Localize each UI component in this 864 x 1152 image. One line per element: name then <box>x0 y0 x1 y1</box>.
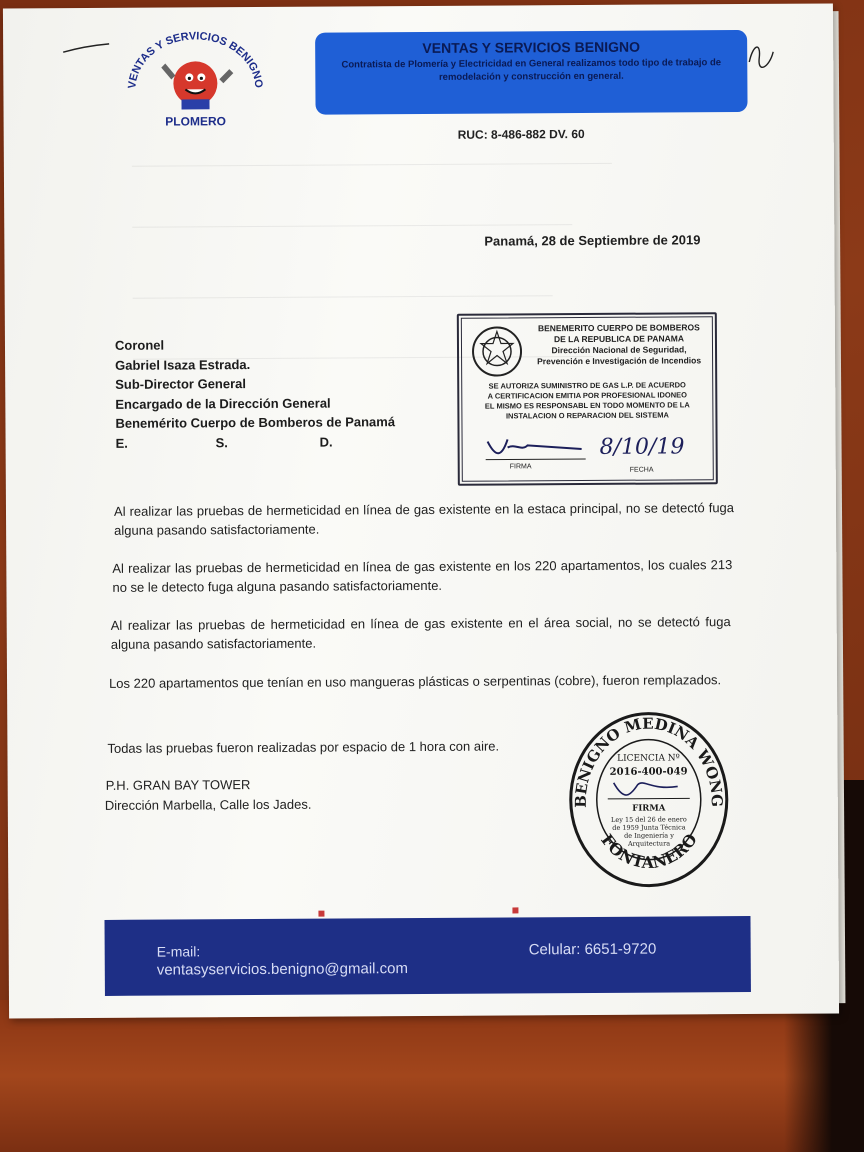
esd-line <box>116 432 396 453</box>
letter-page <box>3 3 839 1018</box>
stamp-line-3: Dirección Nacional de Seguridad, <box>551 344 687 356</box>
addressee-institution: Benemérito Cuerpo de Bomberos de Panamá <box>115 414 396 431</box>
stamp-auth-4: INSTALACION O REPARACION DEL SISTEMA <box>505 410 669 421</box>
initials-signature <box>743 38 777 72</box>
company-tagline: Contratista de Plomería y Electricidad en General realizamos todo tipo de trabajo de remodelación y construcción en general. <box>341 57 722 83</box>
handwritten-signature-bomberos <box>482 431 592 466</box>
desk-surface <box>0 1000 864 1152</box>
project-name: P.H. GRAN BAY TOWER <box>105 777 251 793</box>
pen-mark <box>61 42 113 56</box>
stamp-firma-label: FIRMA <box>509 463 532 471</box>
stamp-auth-1: SE AUTORIZA SUMINISTRO DE GAS L.P. DE ACUERDO <box>488 380 686 391</box>
paragraph-4: Los 220 apartamentos que tenían en uso mangueras plásticas o serpentinas (cobre), fueron remplazados. <box>109 672 722 691</box>
paragraph-1: Al realizar las pruebas de hermeticidad en línea de gas existente en la estaca principal, no se detectó fuga alguna pasando satisfactoriamente. <box>113 500 735 538</box>
license-seal-graphic <box>567 710 730 889</box>
ruc-number: RUC: 8-486-882 DV. 60 <box>457 126 585 142</box>
addressee-role: Encargado de la Dirección General <box>115 395 331 412</box>
stamp-line-4: Prevención e Investigación de Incendios <box>537 355 702 367</box>
addressee-title: Sub-Director General <box>115 376 247 392</box>
stamp-fecha-label: FECHA <box>629 466 654 474</box>
fire-department-stamp <box>457 312 718 486</box>
seal-top-text: BENIGNO MEDINA WONG <box>571 714 726 808</box>
stamp-line-1: BENEMERITO CUERPO DE BOMBEROS <box>537 322 700 334</box>
seal-law-3: de Ingeniería y <box>624 831 674 840</box>
logo-caption: PLOMERO <box>165 114 226 129</box>
stamp-header <box>529 322 709 367</box>
fire-department-emblem-icon <box>467 323 527 379</box>
letter-date: Panamá, 28 de Septiembre de 2019 <box>484 232 701 249</box>
email-address: ventasyservicios.benigno@gmail.com <box>156 960 409 979</box>
addressee-block <box>115 334 395 453</box>
seal-signature <box>614 782 678 795</box>
phone-number: Celular: 6651-9720 <box>528 940 657 959</box>
seal-law-4: Arquitectura <box>627 839 671 848</box>
addressee-name: Gabriel Isaza Estrada. <box>115 356 251 373</box>
email-label: E-mail: <box>156 943 201 960</box>
seal-bottom-text: FONTANERO <box>597 829 701 873</box>
print-mark-left <box>318 911 324 917</box>
contact-footer <box>104 916 750 996</box>
seal-law-1: Ley 15 del 26 de enero <box>611 815 687 824</box>
seal-law-2: de 1959 Junta Técnica <box>612 823 686 832</box>
stamp-line-2: DE LA REPUBLICA DE PANAMA <box>553 333 684 345</box>
paragraph-2: Al realizar las pruebas de hermeticidad en línea de gas existente en los 220 apartamentos, los cuales 213 no se le detecto fuga alguna pasando satisfactoriamente. <box>112 557 733 595</box>
company-header-banner <box>315 30 747 115</box>
addressee-rank: Coronel <box>114 337 165 353</box>
paragraph-5: Todas las pruebas fueron realizadas por espacio de 1 hora con aire. <box>107 738 500 756</box>
stamp-auth-3: EL MISMO ES RESPONSABL EN TODO MOMENTO DE LA <box>484 400 690 411</box>
seal-license-label: LICENCIA Nº <box>617 753 680 764</box>
seal-license-number: 2016-400-049 <box>609 766 688 778</box>
esd-s: S. <box>215 434 228 450</box>
company-logo <box>115 27 276 130</box>
stamp-auth-2: A CERTIFICACION EMITIA POR PROFESIONAL IDONEO <box>487 390 687 401</box>
stamp-handwritten-date: 8/10/19 <box>599 434 685 460</box>
esd-d: D. <box>319 434 333 450</box>
paragraph-3: Al realizar las pruebas de hermeticidad en línea de gas existente en el área social, no se detectó fuga alguna pasando satisfactoriamente. <box>110 614 731 652</box>
stamp-authorization <box>467 380 707 421</box>
print-mark-right <box>512 907 518 913</box>
logo-ring-text: VENTAS Y SERVICIOS BENIGNO <box>126 30 265 90</box>
project-address: Dirección Marbella, Calle los Jades. <box>104 796 312 813</box>
esd-e: E. <box>115 435 128 451</box>
plumber-mascot-icon <box>115 27 276 130</box>
seal-firma-label: FIRMA <box>632 803 666 814</box>
plumber-license-seal <box>567 710 730 889</box>
company-name: VENTAS Y SERVICIOS BENIGNO <box>422 38 640 56</box>
